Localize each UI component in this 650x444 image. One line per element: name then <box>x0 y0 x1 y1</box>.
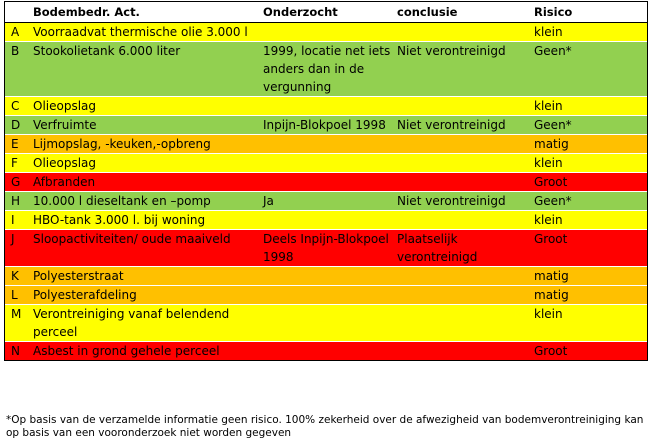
cell-activity: Stookolietank 6.000 liter <box>29 42 259 97</box>
cell-investigated: Ja <box>259 192 393 211</box>
cell-activity: Polyesterafdeling <box>29 286 259 305</box>
cell-code: C <box>5 97 29 116</box>
cell-code: D <box>5 116 29 135</box>
cell-conclusion <box>393 97 530 116</box>
cell-activity: Lijmopslag, -keuken,-opbreng <box>29 135 259 154</box>
cell-conclusion <box>393 173 530 192</box>
cell-risk: Groot <box>530 342 647 361</box>
cell-investigated <box>259 305 393 342</box>
cell-activity: Olieopslag <box>29 154 259 173</box>
header-activity: Bodembedr. Act. <box>29 2 259 23</box>
cell-risk: klein <box>530 154 647 173</box>
cell-code: L <box>5 286 29 305</box>
header-investigated: Onderzocht <box>259 2 393 23</box>
header-risk: Risico <box>530 2 647 23</box>
cell-investigated <box>259 154 393 173</box>
cell-investigated <box>259 135 393 154</box>
cell-investigated <box>259 342 393 361</box>
cell-activity: Verontreiniging vanaf belendend perceel <box>29 305 259 342</box>
cell-conclusion <box>393 342 530 361</box>
table-row <box>5 116 647 135</box>
cell-conclusion: Niet verontreinigd <box>393 192 530 211</box>
footnote: *Op basis van de verzamelde informatie geen risico. 100% zekerheid over de afwezigheid van bodemverontreiniging kan op basis van een vooronderzoek niet worden gegeven <box>6 414 644 439</box>
table-row <box>5 211 647 230</box>
cell-code: B <box>5 42 29 97</box>
cell-investigated: Inpijn-Blokpoel 1998 <box>259 116 393 135</box>
cell-conclusion <box>393 286 530 305</box>
cell-activity: Sloopactiviteiten/ oude maaiveld <box>29 230 259 267</box>
cell-code: M <box>5 305 29 342</box>
cell-risk: Groot <box>530 173 647 192</box>
cell-conclusion: Niet verontreinigd <box>393 42 530 97</box>
header-code <box>5 2 29 23</box>
table-row <box>5 286 647 305</box>
cell-conclusion: Plaatselijk verontreinigd <box>393 230 530 267</box>
cell-investigated: Deels Inpijn-Blokpoel 1998 <box>259 230 393 267</box>
table-row <box>5 342 647 361</box>
cell-risk: matig <box>530 267 647 286</box>
cell-conclusion <box>393 135 530 154</box>
cell-code: K <box>5 267 29 286</box>
table-row <box>5 305 647 342</box>
cell-investigated <box>259 286 393 305</box>
cell-investigated <box>259 23 393 42</box>
risk-table <box>5 2 647 360</box>
cell-risk: Geen* <box>530 192 647 211</box>
cell-investigated <box>259 173 393 192</box>
cell-risk: klein <box>530 305 647 342</box>
table-row <box>5 192 647 211</box>
cell-code: H <box>5 192 29 211</box>
cell-conclusion <box>393 305 530 342</box>
cell-code: F <box>5 154 29 173</box>
table-row <box>5 42 647 97</box>
cell-activity: Polyesterstraat <box>29 267 259 286</box>
cell-risk: klein <box>530 211 647 230</box>
cell-code: N <box>5 342 29 361</box>
table-row <box>5 173 647 192</box>
cell-risk: Geen* <box>530 42 647 97</box>
cell-risk: matig <box>530 286 647 305</box>
cell-risk: Geen* <box>530 116 647 135</box>
cell-conclusion <box>393 267 530 286</box>
table-row <box>5 267 647 286</box>
cell-code: J <box>5 230 29 267</box>
cell-activity: Voorraadvat thermische olie 3.000 l <box>29 23 259 42</box>
cell-risk: Groot <box>530 230 647 267</box>
table-row <box>5 23 647 42</box>
table-row <box>5 97 647 116</box>
cell-risk: klein <box>530 97 647 116</box>
cell-code: E <box>5 135 29 154</box>
cell-activity: 10.000 l dieseltank en –pomp <box>29 192 259 211</box>
cell-conclusion: Niet verontreinigd <box>393 116 530 135</box>
cell-conclusion <box>393 154 530 173</box>
cell-conclusion <box>393 23 530 42</box>
cell-activity: Asbest in grond gehele perceel <box>29 342 259 361</box>
cell-code: G <box>5 173 29 192</box>
cell-risk: klein <box>530 23 647 42</box>
table-row <box>5 135 647 154</box>
cell-code: I <box>5 211 29 230</box>
cell-activity: Verfruimte <box>29 116 259 135</box>
table-row <box>5 154 647 173</box>
table-header-row <box>5 2 647 23</box>
cell-investigated: 1999, locatie net iets anders dan in de vergunning <box>259 42 393 97</box>
cell-activity: Afbranden <box>29 173 259 192</box>
cell-code: A <box>5 23 29 42</box>
header-conclusion: conclusie <box>393 2 530 23</box>
cell-investigated <box>259 211 393 230</box>
cell-risk: matig <box>530 135 647 154</box>
cell-activity: Olieopslag <box>29 97 259 116</box>
cell-investigated <box>259 267 393 286</box>
table-row <box>5 230 647 267</box>
cell-activity: HBO-tank 3.000 l. bij woning <box>29 211 259 230</box>
cell-conclusion <box>393 211 530 230</box>
risk-table-container <box>4 1 648 361</box>
cell-investigated <box>259 97 393 116</box>
